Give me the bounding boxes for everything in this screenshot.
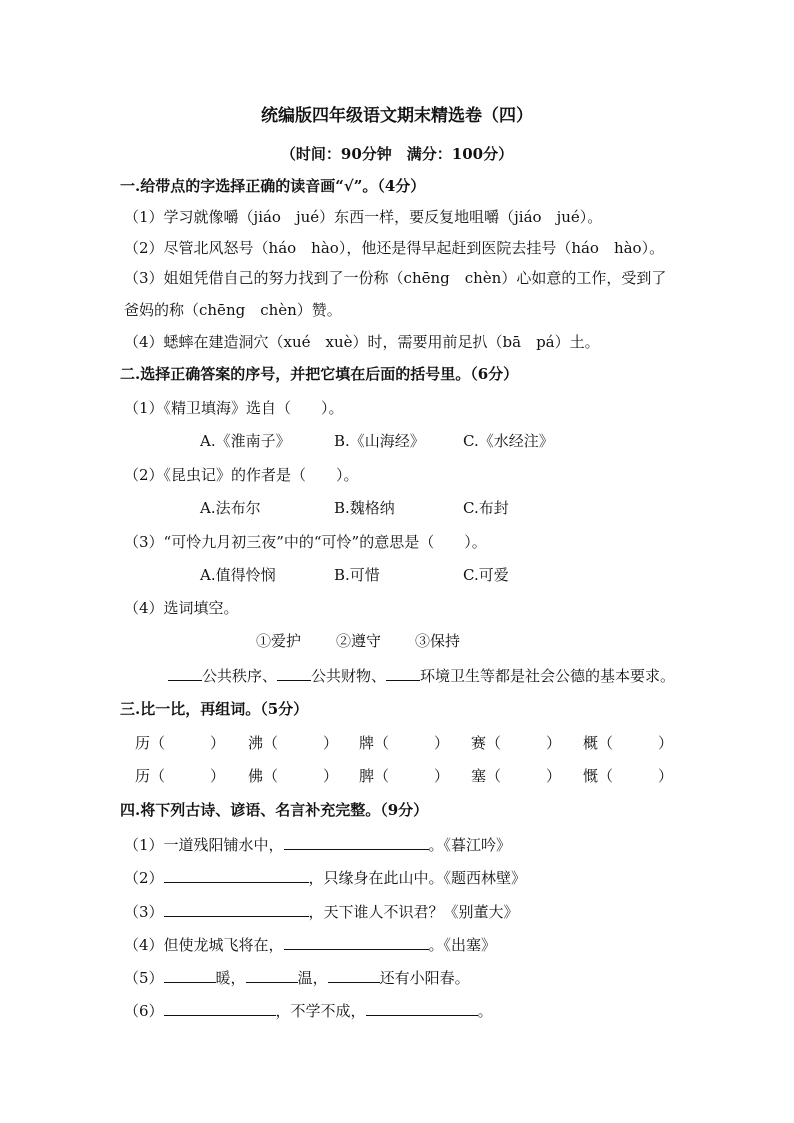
compare-cell: 赛（ ） — [471, 734, 562, 752]
answer-blank[interactable] — [366, 1000, 478, 1016]
exam-subtitle: （时间：90分钟 满分：100分） — [280, 145, 514, 163]
poem-suffix: 。《出塞》 — [428, 936, 497, 954]
answer-blank[interactable] — [277, 665, 311, 681]
section4-item-3 — [124, 901, 519, 922]
sentence-part-2: 公共财物、 — [311, 667, 387, 685]
section2-q2-option-c: C.布封 — [463, 499, 509, 517]
answer-blank[interactable] — [328, 967, 380, 983]
section2-q1-option-c: C.《水经注》 — [463, 432, 554, 450]
proverb-prefix: （5） — [124, 969, 164, 987]
answer-blank[interactable] — [246, 967, 298, 983]
section2-q4-word-2: ②遵守 — [336, 632, 382, 650]
section4-item-1 — [124, 834, 511, 855]
section1-item-2: （2）尽管北风怒号（háo hào），他还是得早起赶到医院去挂号（háo hào）。 — [124, 239, 665, 257]
sentence-part-3: 环境卫生等都是社会公德的基本要求。 — [420, 667, 676, 685]
poem-prefix: （1）一道残阳铺水中， — [124, 836, 284, 854]
answer-blank[interactable] — [284, 934, 429, 950]
section2-q3-option-b: B.可惜 — [334, 566, 380, 584]
poem-suffix: ，只缘身在此山中。《题西林壁》 — [308, 869, 527, 887]
poem-suffix: 。《暮江吟》 — [428, 836, 512, 854]
answer-blank[interactable] — [164, 867, 309, 883]
section2-q3-option-c: C.可爱 — [463, 566, 509, 584]
section2-q1-option-a: A.《淮南子》 — [200, 432, 291, 450]
answer-blank[interactable] — [168, 665, 202, 681]
compare-cell: 牌（ ） — [359, 734, 450, 752]
compare-cell: 佛（ ） — [248, 767, 339, 785]
compare-cell: 概（ ） — [583, 734, 674, 752]
proverb-part: 暖， — [215, 969, 246, 987]
section4-item-6 — [124, 1000, 493, 1021]
section2-q4-word-1: ①爱护 — [256, 632, 302, 650]
compare-cell: 塞（ ） — [471, 767, 562, 785]
section4-item-2 — [124, 867, 526, 888]
answer-blank[interactable] — [164, 1000, 276, 1016]
quote-prefix: （6） — [124, 1002, 164, 1020]
section1-item-4: （4）蟋蟀在建造洞穴（xué xuè）时，需要用前足扒（bā pá）土。 — [124, 333, 600, 351]
poem-prefix: （2） — [124, 869, 164, 887]
compare-cell: 历（ ） — [135, 734, 226, 752]
section1-item-1: （1）学习就像嚼（jiáo jué）东西一样，要反复地咀嚼（jiáo jué）。 — [124, 208, 603, 226]
poem-prefix: （4）但使龙城飞将在， — [124, 936, 284, 954]
section4-item-4 — [124, 934, 496, 955]
section2-q1-option-b: B.《山海经》 — [334, 432, 425, 450]
quote-end: 。 — [477, 1002, 493, 1020]
poem-suffix: ，天下谁人不识君？《别董大》 — [308, 903, 519, 921]
quote-middle: ，不学不成， — [275, 1002, 366, 1020]
poem-prefix: （3） — [124, 903, 164, 921]
sentence-part-1: 公共秩序、 — [202, 667, 278, 685]
section2-q4-sentence — [168, 665, 675, 686]
answer-blank[interactable] — [386, 665, 420, 681]
section1-heading: 一.给带点的字选择正确的读音画“√”。（4分） — [120, 177, 426, 195]
answer-blank[interactable] — [164, 901, 309, 917]
section4-heading: 四.将下列古诗、谚语、名言补充完整。（9分） — [120, 801, 429, 819]
section2-q3-stem: （3）“可怜九月初三夜”中的“可怜”的意思是（ ）。 — [124, 533, 487, 551]
compare-cell: 历（ ） — [135, 767, 226, 785]
section4-item-5 — [124, 967, 470, 988]
section2-q4-stem: （4）选词填空。 — [124, 599, 239, 617]
section2-q4-word-3: ③保持 — [415, 632, 461, 650]
answer-blank[interactable] — [164, 967, 216, 983]
section2-q2-option-b: B.魏格纳 — [334, 499, 395, 517]
section2-heading: 二.选择正确答案的序号，并把它填在后面的括号里。（6分） — [120, 365, 519, 383]
compare-cell: 慨（ ） — [583, 767, 674, 785]
exam-title: 统编版四年级语文期末精选卷（四） — [261, 106, 533, 126]
section1-item-3: （3）姐姐凭借自己的努力找到了一份称（chēng chèn）心如意的工作，受到了 — [124, 269, 667, 287]
section2-q3-option-a: A.值得怜悯 — [200, 566, 276, 584]
section1-item-3-cont: 爸妈的称（chēng chèn）赞。 — [124, 301, 342, 319]
section2-q2-option-a: A.法布尔 — [200, 499, 261, 517]
compare-cell: 沸（ ） — [248, 734, 339, 752]
compare-cell: 脾（ ） — [359, 767, 450, 785]
answer-blank[interactable] — [284, 834, 429, 850]
section2-q2-stem: （2）《昆虫记》的作者是（ ）。 — [124, 466, 359, 484]
proverb-part: 温， — [297, 969, 328, 987]
proverb-part: 还有小阳春。 — [379, 969, 470, 987]
section2-q1-stem: （1）《精卫填海》选自（ ）。 — [124, 399, 344, 417]
section3-heading: 三.比一比，再组词。（5分） — [120, 700, 309, 718]
